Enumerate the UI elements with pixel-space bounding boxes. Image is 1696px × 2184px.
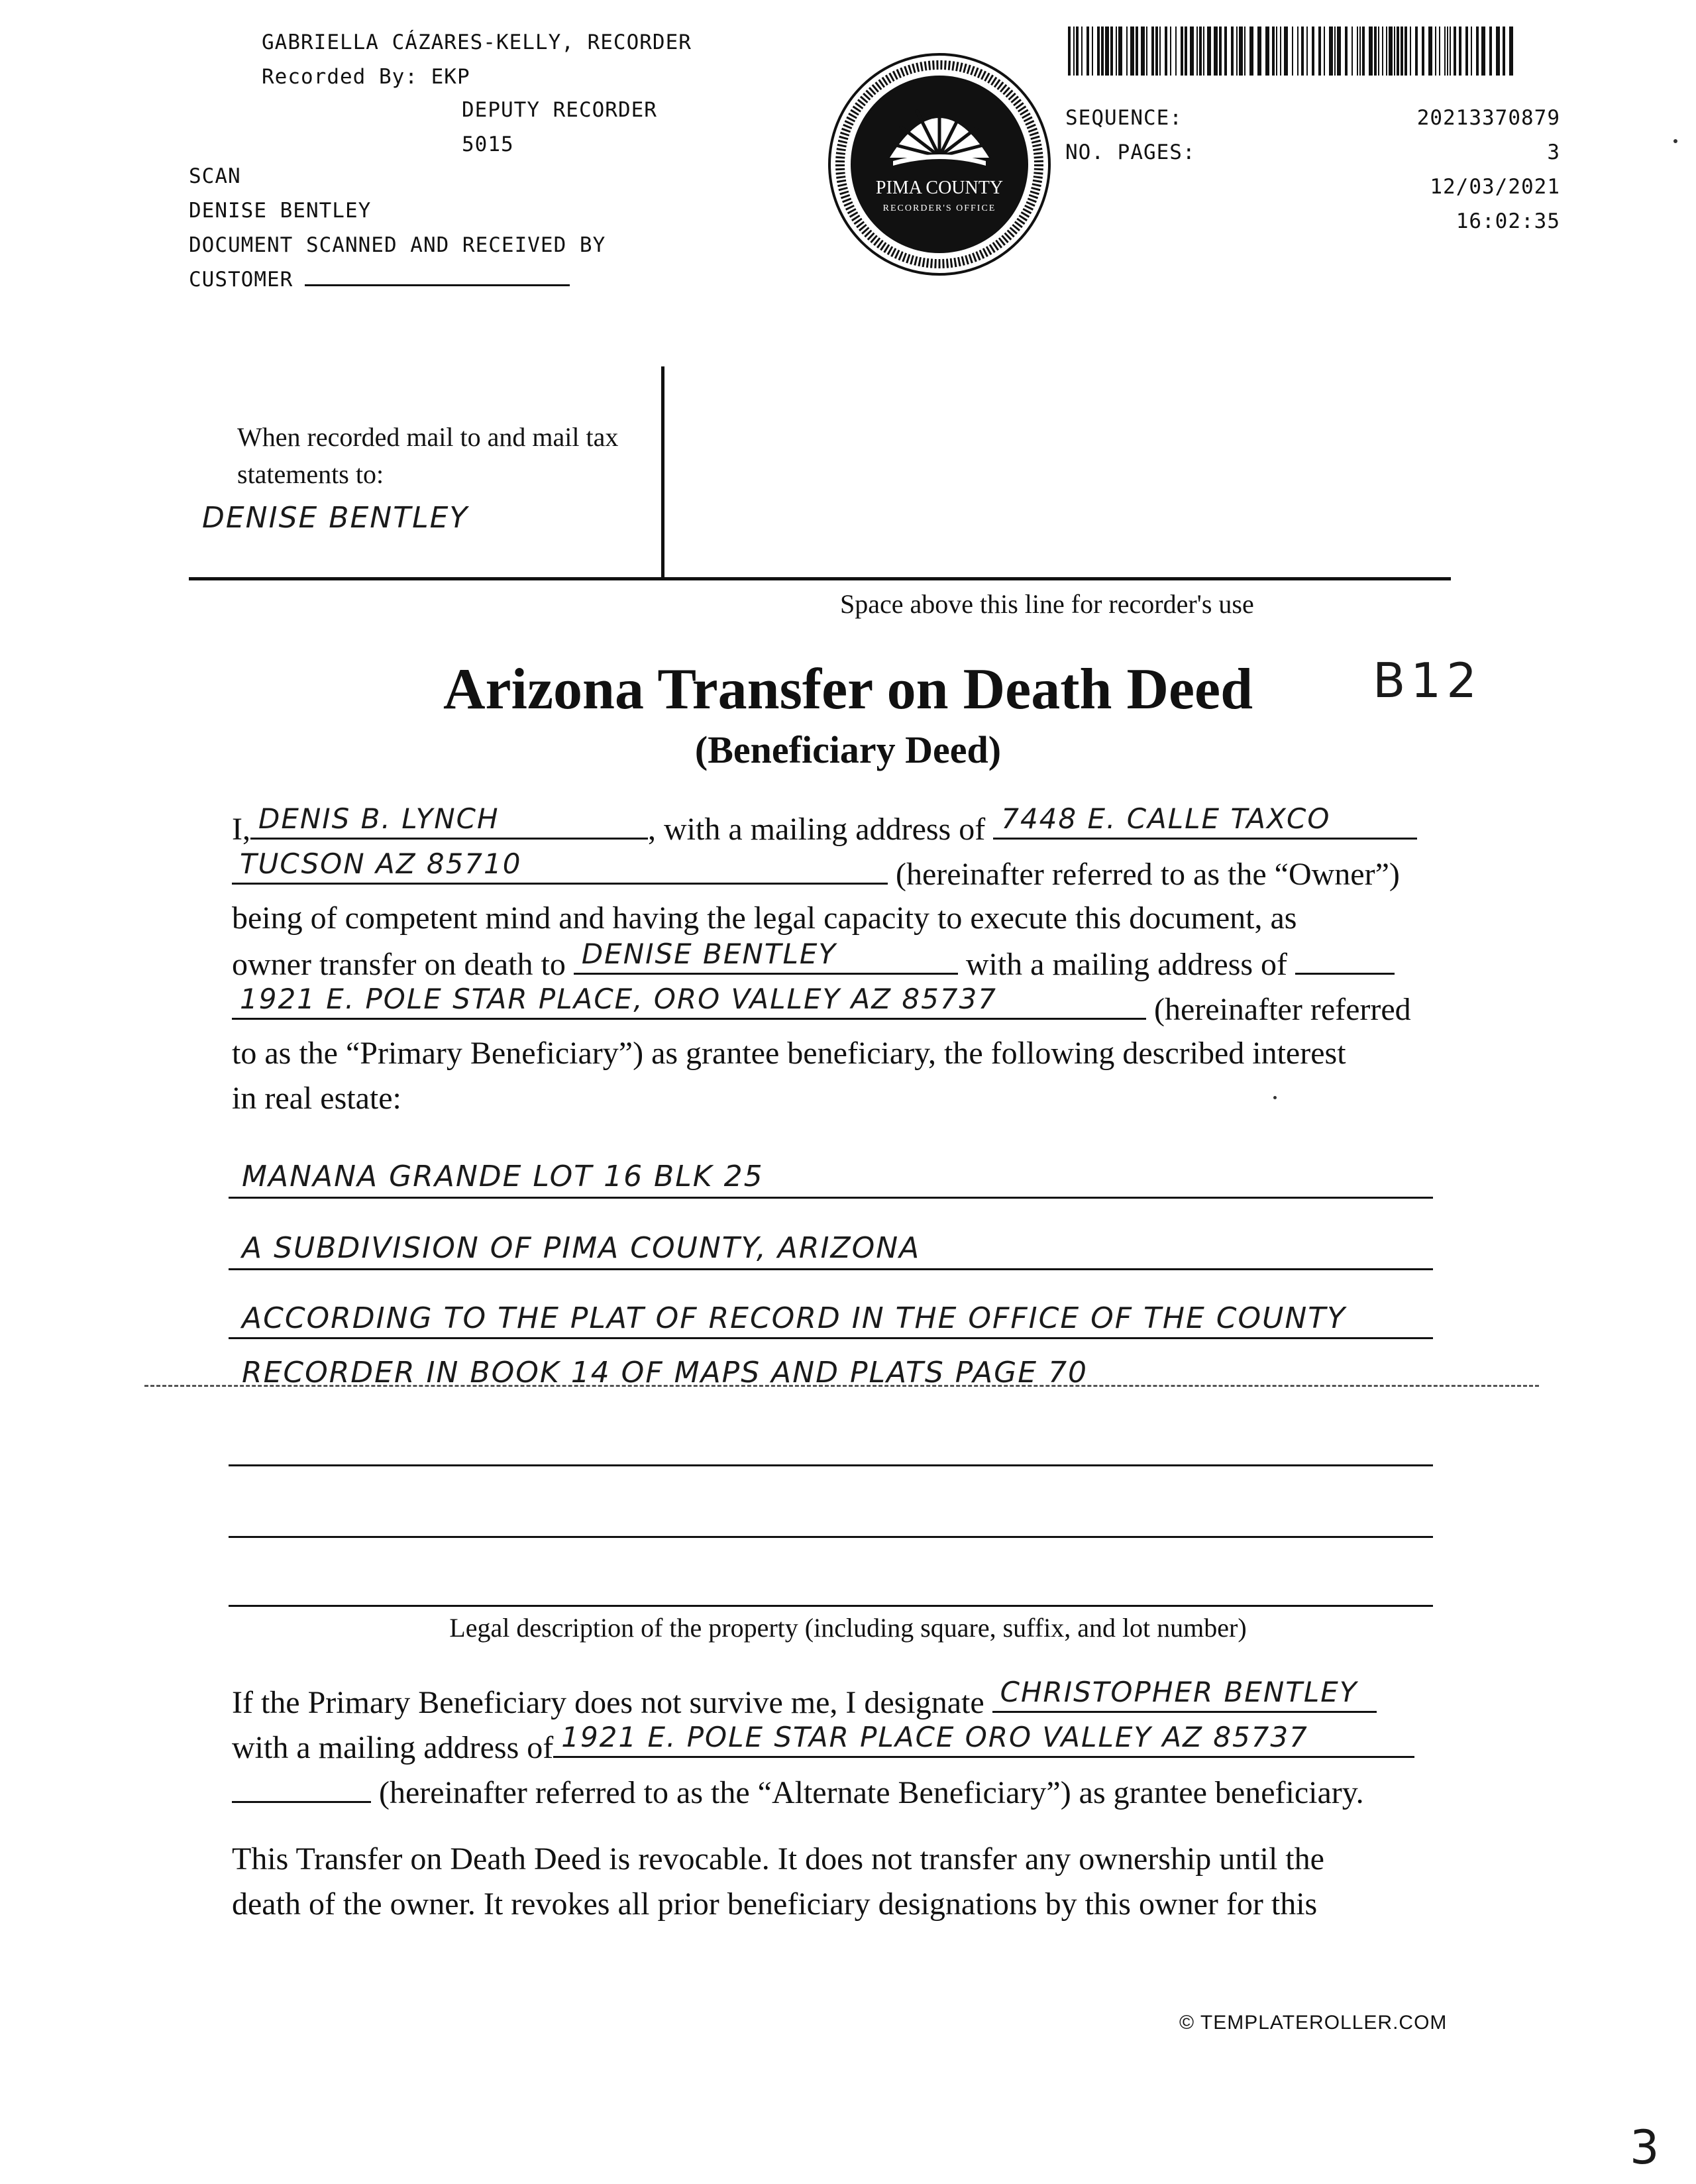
recorder-use-line (189, 577, 1451, 580)
scan-block (189, 159, 606, 297)
barcode-bar (1389, 27, 1393, 76)
barcode-bar (1352, 27, 1353, 76)
customer-label: CUSTOMER (189, 268, 293, 292)
page-number-mark: 3 (1630, 2120, 1661, 2175)
barcode-bar (1126, 27, 1128, 76)
owner-address-2: TUCSON AZ 85710 (240, 847, 522, 880)
sequence-value: 20213370879 (1416, 106, 1560, 130)
barcode-bar (1489, 27, 1492, 76)
scan-note: DOCUMENT SCANNED AND RECEIVED BY (189, 233, 606, 257)
deed-prefix: I, (232, 812, 250, 847)
alternate-line-1-prefix: If the Primary Beneficiary does not survive me, I designate (232, 1685, 984, 1720)
barcode-bar (1219, 27, 1222, 76)
barcode-bar (1481, 27, 1485, 76)
barcode-bar (1382, 27, 1383, 76)
barcode (1068, 27, 1517, 76)
barcode-bar (1214, 27, 1218, 76)
barcode-bar (1165, 27, 1167, 76)
barcode-bar (1265, 27, 1269, 76)
pages-label: NO. PAGES: (1065, 140, 1196, 164)
deed-line-4-suffix: with a mailing address of (965, 947, 1288, 982)
barcode-bar (1503, 27, 1505, 76)
space-above-note: Space above this line for recorder's use (840, 589, 1254, 619)
customer-row (189, 262, 606, 297)
legal-description-caption: Legal description of the property (including square, suffix, and lot number) (449, 1613, 1247, 1643)
alternate-name: CHRISTOPHER BENTLEY (1000, 1676, 1358, 1708)
barcode-bar (1334, 27, 1336, 76)
barcode-bar (1292, 27, 1293, 76)
barcode-bar (1151, 27, 1154, 76)
barcode-bar (1410, 27, 1411, 76)
legal-line (229, 1268, 1433, 1270)
sequence-labels (1065, 101, 1196, 170)
legal-line-text: RECORDER IN BOOK 14 OF MAPS AND PLATS PAGE 70 (242, 1356, 1088, 1390)
page-subtitle: (Beneficiary Deed) (694, 728, 1002, 771)
barcode-bar (1465, 27, 1468, 76)
revocable-line-2: death of the owner. It revokes all prior beneficiary designations by this owner for this (232, 1886, 1318, 1922)
barcode-bar (1297, 27, 1298, 76)
margin-note: B12 (1373, 653, 1483, 708)
barcode-bar (1386, 27, 1387, 76)
barcode-bar (1272, 27, 1275, 76)
barcode-bar (1337, 27, 1341, 76)
legal-line-text: A SUBDIVISION OF PIMA COUNTY, ARIZONA (242, 1231, 921, 1265)
deputy-number: 5015 (462, 133, 514, 156)
barcode-bar (1249, 27, 1253, 76)
barcode-bar (1496, 27, 1500, 76)
primary-address-lead-field[interactable] (1295, 941, 1395, 975)
customer-signature-line (305, 267, 570, 286)
recorded-by: Recorded By: EKP (262, 65, 470, 89)
barcode-bar (1362, 27, 1365, 76)
barcode-bar (1092, 27, 1093, 76)
legal-line-dashed (144, 1385, 1539, 1387)
legal-line-text: MANANA GRANDE LOT 16 BLK 25 (242, 1160, 764, 1193)
barcode-bar (1444, 27, 1446, 76)
barcode-bar (1236, 27, 1238, 76)
barcode-bar (1141, 27, 1145, 76)
barcode-bar (1257, 27, 1261, 76)
barcode-bar (1471, 27, 1472, 76)
date-value: 12/03/2021 (1430, 175, 1560, 199)
barcode-bar (1199, 27, 1202, 76)
barcode-bar (1068, 27, 1071, 76)
barcode-bar (1073, 27, 1075, 76)
barcode-bar (1459, 27, 1461, 76)
barcode-bar (1118, 27, 1122, 76)
owner-address-field-2[interactable] (232, 847, 888, 885)
alternate-line-2 (232, 1721, 1414, 1771)
barcode-bar (1086, 27, 1089, 76)
legal-line (229, 1464, 1433, 1466)
barcode-bar (1428, 27, 1432, 76)
barcode-bar (1231, 27, 1234, 76)
barcode-bar (1181, 27, 1183, 76)
barcode-bar (1190, 27, 1194, 76)
primary-address-field[interactable] (232, 983, 1146, 1020)
pima-county-seal (827, 52, 1052, 277)
stray-mark (1273, 1096, 1277, 1099)
barcode-bar (1476, 27, 1479, 76)
barcode-bar (1175, 27, 1177, 76)
deputy-title: DEPUTY RECORDER (462, 98, 657, 122)
alternate-address-field[interactable] (553, 1721, 1414, 1758)
time-value: 16:02:35 (1456, 209, 1560, 233)
barcode-bar (1159, 27, 1161, 76)
alternate-address: 1921 E. POLE STAR PLACE ORO VALLEY AZ 85737 (561, 1721, 1308, 1753)
barcode-bar (1435, 27, 1436, 76)
barcode-bar (1329, 27, 1333, 76)
barcode-bar (1110, 27, 1113, 76)
barcode-bar (1404, 27, 1407, 76)
barcode-bar (1105, 27, 1109, 76)
legal-line-text: ACCORDING TO THE PLAT OF RECORD IN THE OFFICE OF THE COUNTY (242, 1301, 1347, 1335)
sequence-label: SEQUENCE: (1065, 106, 1183, 130)
barcode-bar (1397, 27, 1399, 76)
alternate-address-cont-field[interactable] (232, 1769, 371, 1803)
barcode-bar (1155, 27, 1158, 76)
primary-address: 1921 E. POLE STAR PLACE, ORO VALLEY AZ 85737 (240, 983, 997, 1015)
barcode-bar (1359, 27, 1361, 76)
barcode-bar (1196, 27, 1198, 76)
barcode-bar (1116, 27, 1117, 76)
barcode-bar (1357, 27, 1358, 76)
owner-name-field[interactable] (250, 802, 648, 840)
alternate-name-field[interactable] (992, 1676, 1377, 1713)
barcode-bar (1415, 27, 1418, 76)
owner-address-1: 7448 E. CALLE TAXCO (1001, 802, 1331, 835)
seal-text-bottom: RECORDER'S OFFICE (882, 203, 996, 213)
legal-line (229, 1337, 1433, 1339)
barcode-bar (1301, 27, 1304, 76)
owner-name: DENIS B. LYNCH (258, 802, 500, 835)
barcode-bar (1374, 27, 1377, 76)
legal-line (229, 1605, 1433, 1607)
barcode-bar (1136, 27, 1138, 76)
barcode-bar (1097, 27, 1100, 76)
barcode-bar (1306, 27, 1308, 76)
barcode-bar (1239, 27, 1243, 76)
deed-line-5 (232, 983, 1411, 1032)
barcode-bar (1439, 27, 1440, 76)
alternate-line-3-suffix: (hereinafter referred to as the “Alternate Beneficiary”) as grantee beneficiary. (379, 1775, 1364, 1810)
barcode-bar (1422, 27, 1424, 76)
primary-name-field[interactable] (574, 938, 958, 975)
page-title: Arizona Transfer on Death Deed (443, 657, 1253, 722)
legal-line (229, 1197, 1433, 1199)
scan-label: SCAN (189, 164, 241, 188)
barcode-bar (1345, 27, 1348, 76)
primary-name: DENISE BENTLEY (581, 938, 837, 970)
barcode-bar (1454, 27, 1456, 76)
deed-line-1-mid: , with a mailing address of (647, 812, 986, 847)
deed-line-3: being of competent mind and having the legal capacity to execute this document, as (232, 901, 1297, 936)
owner-address-field-1[interactable] (993, 802, 1417, 840)
barcode-bar (1081, 27, 1083, 76)
barcode-bar (1076, 27, 1079, 76)
sequence-values (1312, 101, 1560, 239)
barcode-bar (1318, 27, 1321, 76)
deed-line-2 (232, 847, 1400, 897)
barcode-bar (1203, 27, 1204, 76)
mail-to-label: When recorded mail to and mail tax statements to: (237, 422, 619, 489)
mail-to-name: DENISE BENTLEY (202, 501, 469, 535)
barcode-bar (1130, 27, 1134, 76)
footer-watermark: © TEMPLATEROLLER.COM (1179, 2012, 1448, 2034)
mail-box-divider (661, 366, 664, 580)
recorder-block (262, 25, 692, 94)
deed-line-7: in real estate: (232, 1081, 401, 1116)
revocable-line-1: This Transfer on Death Deed is revocable. It does not transfer any ownership until the (232, 1841, 1324, 1877)
barcode-bar (1324, 27, 1325, 76)
barcode-bar (1146, 27, 1147, 76)
barcode-bar (1447, 27, 1448, 76)
alternate-line-2-prefix: with a mailing address of (232, 1730, 554, 1765)
deed-line-6: to as the “Primary Beneficiary”) as grantee beneficiary, the following described interest (232, 1036, 1346, 1071)
pages-value: 3 (1547, 140, 1560, 164)
seal-text-top: PIMA COUNTY (875, 178, 1004, 198)
barcode-bar (1276, 27, 1277, 76)
deed-line-5-suffix: (hereinafter referred (1154, 992, 1411, 1027)
barcode-bar (1369, 27, 1373, 76)
deed-line-4-prefix: owner transfer on death to (232, 947, 566, 982)
barcode-bar (1280, 27, 1281, 76)
barcode-bar (1401, 27, 1403, 76)
deed-line-2-suffix: (hereinafter referred to as the “Owner”) (896, 857, 1400, 892)
barcode-bar (1394, 27, 1395, 76)
barcode-bar (1101, 27, 1104, 76)
barcode-bar (1284, 27, 1288, 76)
scan-name: DENISE BENTLEY (189, 199, 372, 223)
stray-mark (1673, 139, 1677, 143)
barcode-bar (1244, 27, 1246, 76)
deputy-block (462, 93, 657, 162)
barcode-bar (1170, 27, 1171, 76)
barcode-bar (1312, 27, 1314, 76)
barcode-bar (1224, 27, 1227, 76)
legal-line (229, 1536, 1433, 1538)
recorder-name: GABRIELLA CÁZARES-KELLY, RECORDER (262, 30, 692, 54)
barcode-bar (1509, 27, 1513, 76)
barcode-bar (1185, 27, 1187, 76)
barcode-bar (1450, 27, 1451, 76)
barcode-bar (1207, 27, 1211, 76)
alternate-line-3 (232, 1769, 1364, 1816)
barcode-bar (1378, 27, 1379, 76)
